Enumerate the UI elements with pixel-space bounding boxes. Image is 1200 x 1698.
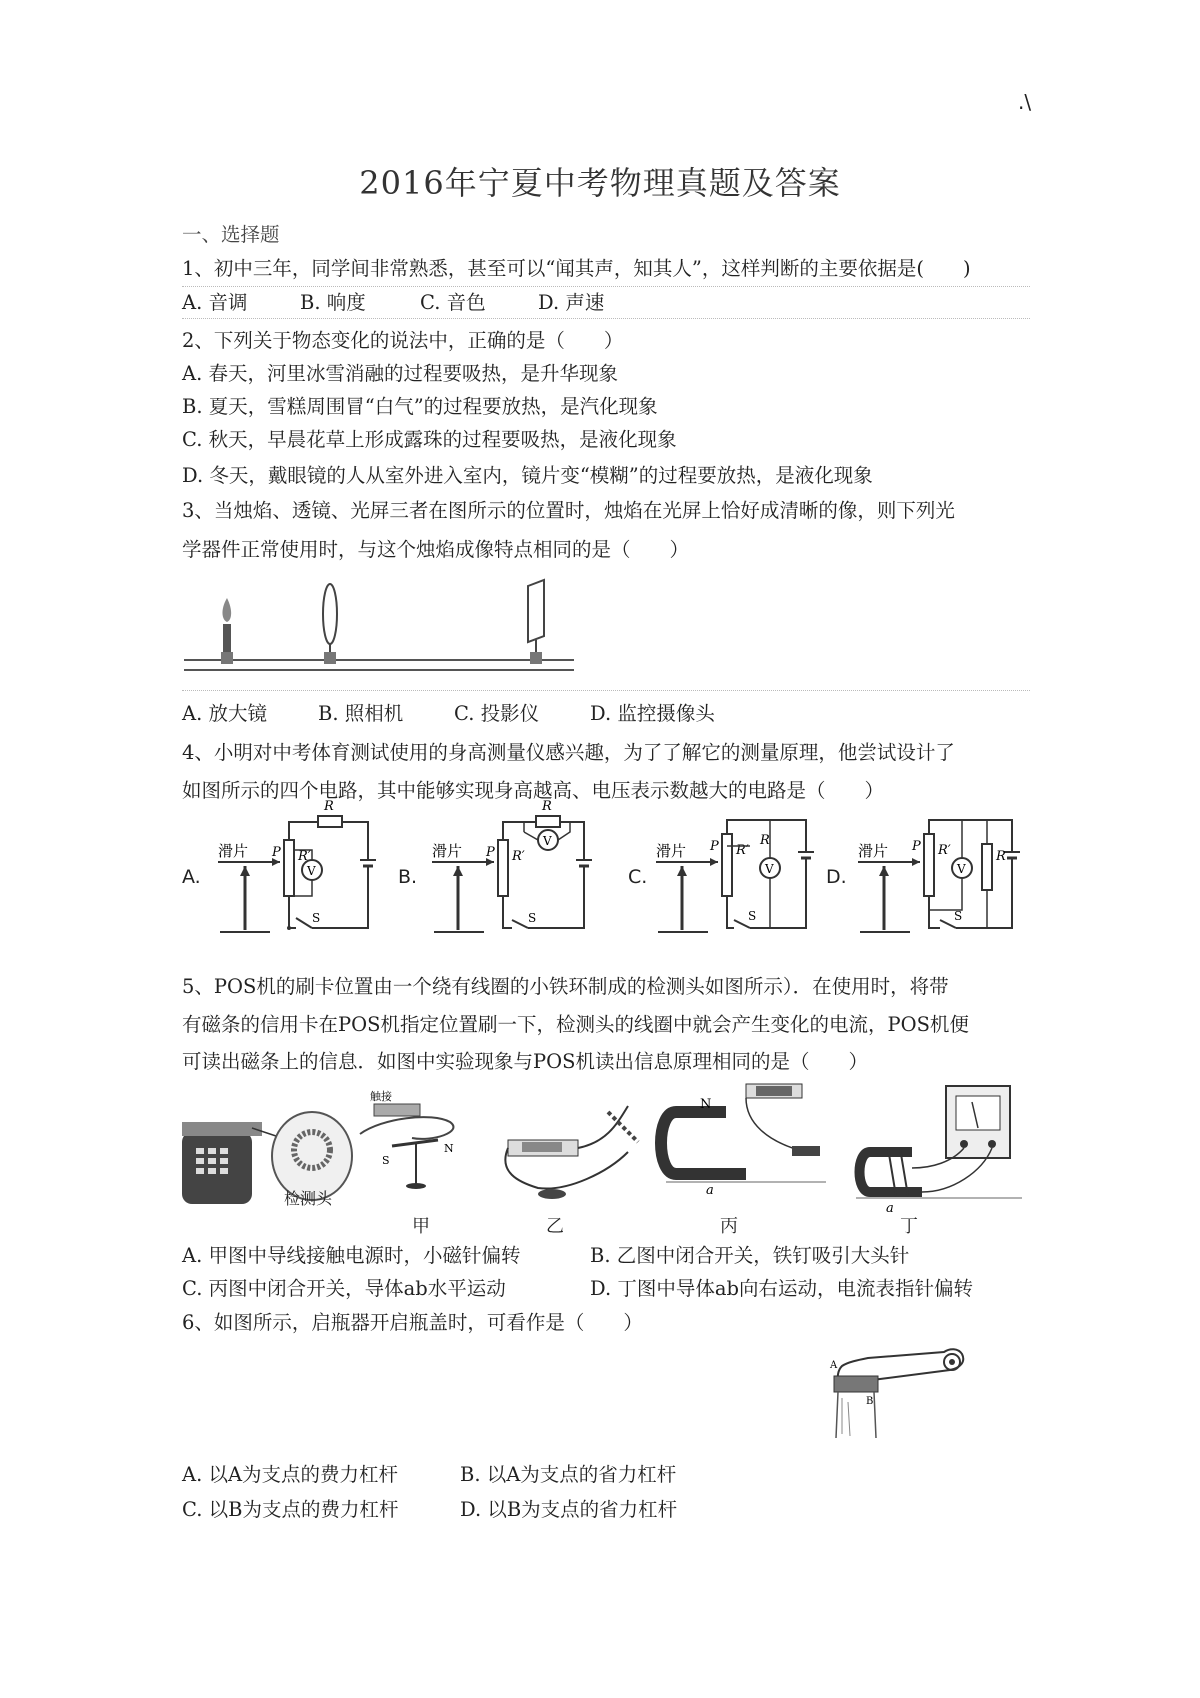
q5-stem-line2: 有磁条的信用卡在POS机指定位置刷一下，检测头的线圈中就会产生变化的电流，POS机便	[182, 1013, 969, 1036]
q6-options-row1	[182, 1462, 676, 1488]
svg-text:B: B	[866, 1396, 874, 1407]
q1-option-a[interactable]: A. 音调	[182, 291, 248, 314]
svg-text:R: R	[324, 799, 334, 814]
svg-text:P: P	[710, 839, 719, 854]
q5-options-row1	[182, 1243, 909, 1269]
q1-option-d[interactable]: D. 声速	[538, 291, 605, 314]
q3-option-d[interactable]: D. 监控摄像头	[590, 702, 715, 725]
q1-option-c[interactable]: C. 音色	[420, 291, 486, 314]
q6-option-b[interactable]: B. 以A为支点的省力杠杆	[460, 1463, 677, 1486]
q2-stem: 2、下列关于物态变化的说法中，正确的是（ ）	[182, 329, 624, 352]
q4-stem-line2: 如图所示的四个电路，其中能够实现身高越高、电压表示数越大的电路是（ ）	[182, 779, 885, 802]
divider	[182, 286, 1030, 287]
svg-text:滑片: 滑片	[656, 842, 687, 860]
svg-text:V: V	[957, 862, 966, 876]
q3-option-b[interactable]: B. 照相机	[318, 702, 404, 725]
svg-text:触接: 触接	[370, 1090, 392, 1103]
svg-text:S: S	[748, 909, 757, 923]
q5-option-c[interactable]: C. 丙图中闭合开关，导体ab水平运动	[182, 1277, 506, 1300]
q1-options	[182, 290, 604, 316]
candle-icon	[221, 598, 233, 664]
svg-text:R′: R′	[298, 849, 311, 864]
q6-options-row2	[182, 1497, 677, 1523]
q3-stem-line1: 3、当烛焰、透镜、光屏三者在图所示的位置时，烛焰在光屏上恰好成清晰的像，则下列光	[182, 499, 955, 522]
svg-text:R′: R′	[512, 849, 525, 864]
circuit-b-diagram	[418, 799, 608, 946]
corner-mark: .\	[1018, 90, 1032, 114]
svg-text:P: P	[912, 839, 921, 854]
bottle-opener-figure	[828, 1348, 978, 1448]
svg-text:N: N	[444, 1142, 454, 1155]
figure-label-jia: 甲	[412, 1216, 430, 1237]
svg-text:R: R	[542, 799, 552, 814]
svg-text:P: P	[272, 845, 281, 860]
q3-option-c[interactable]: C. 投影仪	[454, 702, 540, 725]
bing-figure	[656, 1082, 836, 1212]
q2-option-c[interactable]: C. 秋天，早晨花草上形成露珠的过程要吸热，是液化现象	[182, 428, 677, 451]
svg-text:a: a	[706, 1183, 714, 1198]
svg-text:滑片: 滑片	[858, 842, 889, 860]
q6-option-c[interactable]: C. 以B为支点的费力杠杆	[182, 1498, 399, 1521]
circuit-label-a[interactable]: A.	[182, 866, 201, 888]
svg-text:S: S	[312, 911, 321, 925]
svg-text:滑片: 滑片	[218, 842, 249, 860]
q3-option-a[interactable]: A. 放大镜	[182, 702, 267, 725]
q4-stem-line1: 4、小明对中考体育测试使用的身高测量仪感兴趣，为了了解它的测量原理，他尝试设计了	[182, 741, 955, 764]
circuit-d-diagram	[846, 810, 1036, 946]
detector-head-icon	[272, 1112, 352, 1200]
q5-stem-line1: 5、POS机的刷卡位置由一个绕有线圈的小铁环制成的检测头如图所示）．在使用时，将带	[182, 975, 949, 998]
circuit-label-b[interactable]: B.	[398, 866, 418, 888]
q6-option-a[interactable]: A. 以A为支点的费力杠杆	[182, 1463, 399, 1486]
svg-text:R′: R′	[736, 843, 749, 858]
svg-text:S: S	[528, 911, 537, 925]
q2-option-b[interactable]: B. 夏天，雪糕周围冒“白气”的过程要放热，是汽化现象	[182, 395, 658, 418]
svg-text:检测头: 检测头	[284, 1189, 333, 1208]
q5-option-a[interactable]: A. 甲图中导线接触电源时，小磁针偏转	[182, 1244, 521, 1267]
divider	[182, 690, 1030, 691]
q2-option-d[interactable]: D. 冬天，戴眼镜的人从室外进入室内，镜片变“模糊”的过程要放热，是液化现象	[182, 464, 873, 487]
optical-bench-figure	[180, 580, 580, 680]
svg-text:S: S	[954, 909, 963, 923]
svg-text:V: V	[307, 864, 316, 878]
q6-stem: 6、如图所示，启瓶器开启瓶盖时，可看作是（ ）	[182, 1311, 643, 1334]
circuit-a-diagram	[200, 799, 392, 946]
q1-option-b[interactable]: B. 响度	[300, 291, 366, 314]
svg-text:a: a	[886, 1201, 894, 1216]
svg-text:R: R	[760, 833, 770, 848]
page-title: 2016年宁夏中考物理真题及答案	[359, 164, 841, 202]
q5-option-b[interactable]: B. 乙图中闭合开关，铁钉吸引大头针	[590, 1244, 910, 1267]
svg-text:V: V	[543, 834, 552, 848]
q5-options-row2	[182, 1276, 973, 1302]
pos-machine-icon	[182, 1132, 252, 1204]
svg-text:滑片: 滑片	[432, 842, 463, 860]
q3-options	[182, 701, 715, 727]
svg-text:P: P	[486, 845, 495, 860]
yi-figure	[498, 1092, 648, 1208]
svg-text:R′: R′	[938, 843, 951, 858]
pos-and-jia-figure	[182, 1092, 482, 1208]
svg-text:R: R	[996, 849, 1006, 864]
q6-option-d[interactable]: D. 以B为支点的省力杠杆	[460, 1498, 678, 1521]
figure-label-bing: 丙	[720, 1216, 738, 1237]
svg-text:N: N	[700, 1097, 712, 1112]
figure-label-yi: 乙	[546, 1216, 564, 1237]
lens-icon	[323, 584, 337, 664]
svg-text:S: S	[382, 1154, 390, 1167]
q2-option-a[interactable]: A. 春天，河里冰雪消融的过程要吸热，是升华现象	[182, 362, 618, 385]
circuit-c-diagram	[650, 810, 830, 946]
circuit-label-d[interactable]: D.	[826, 866, 847, 888]
svg-text:V: V	[765, 862, 774, 876]
svg-text:A: A	[830, 1360, 838, 1371]
q5-option-d[interactable]: D. 丁图中导体ab向右运动，电流表指针偏转	[590, 1277, 973, 1300]
q3-stem-line2: 学器件正常使用时，与这个烛焰成像特点相同的是（ ）	[182, 538, 690, 561]
circuit-label-c[interactable]: C.	[628, 866, 648, 888]
q1-stem: 1、初中三年，同学间非常熟悉，甚至可以“闻其声，知其人”，这样判断的主要依据是( )	[182, 257, 971, 280]
ding-figure	[852, 1082, 1032, 1216]
q5-stem-line3: 可读出磁条上的信息．如图中实验现象与POS机读出信息原理相同的是（ ）	[182, 1050, 868, 1073]
screen-icon	[528, 580, 544, 664]
figure-label-ding: 丁	[900, 1216, 918, 1237]
divider	[182, 318, 1030, 319]
section-heading: 一、选择题	[182, 223, 280, 246]
